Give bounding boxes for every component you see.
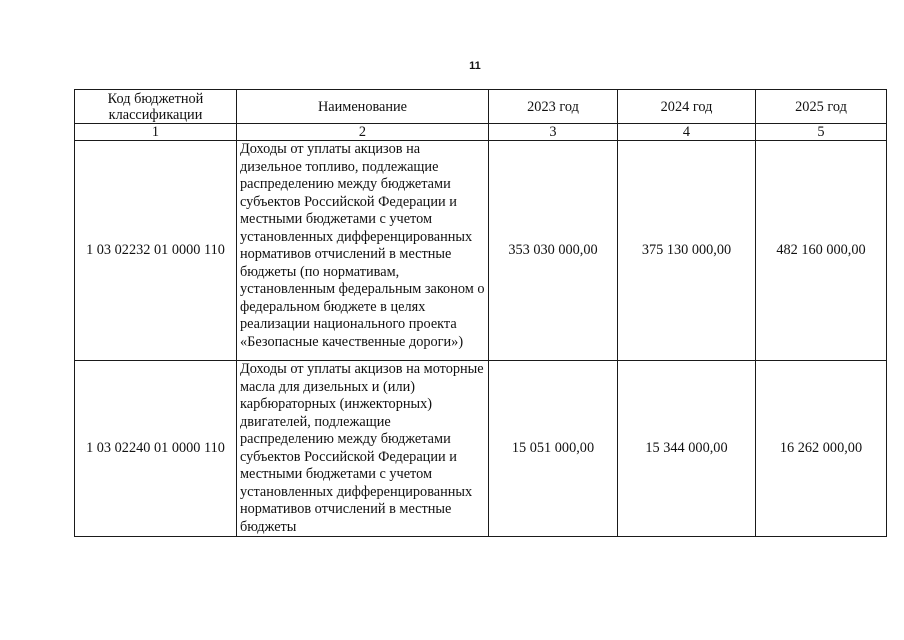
header-year-2024: 2024 год [618, 90, 756, 124]
column-number-2: 2 [237, 124, 489, 141]
column-number-1: 1 [75, 124, 237, 141]
header-budget-code: Код бюджетной классификации [75, 90, 237, 124]
header-year-2023: 2023 год [489, 90, 618, 124]
revenue-name-cell: Доходы от уплаты акцизов на дизельное топливо, подлежащие распределению между бюджетами субъектов Российской Федерации и местными бюджетами с учетом установленных дифференцированных нормативов отчислений в местные бюджеты (по нормативам, установленным федеральным законом о федеральном бюджете в целях реализации национального проекта «Безопасные качественные дороги») [237, 141, 489, 361]
table-row [75, 141, 887, 361]
budget-code-cell: 1 03 02240 01 0000 110 [75, 361, 237, 537]
table-row [75, 361, 887, 537]
amount-2025-cell: 482 160 000,00 [756, 141, 887, 361]
budget-revenue-table [74, 89, 887, 537]
budget-code-cell: 1 03 02232 01 0000 110 [75, 141, 237, 361]
column-number-3: 3 [489, 124, 618, 141]
amount-2023-cell: 15 051 000,00 [489, 361, 618, 537]
amount-2024-cell: 375 130 000,00 [618, 141, 756, 361]
header-year-2025: 2025 год [756, 90, 887, 124]
column-number-row [75, 124, 887, 141]
amount-2024-cell: 15 344 000,00 [618, 361, 756, 537]
column-number-4: 4 [618, 124, 756, 141]
amount-2023-cell: 353 030 000,00 [489, 141, 618, 361]
table-header-row [75, 90, 887, 124]
column-number-5: 5 [756, 124, 887, 141]
page-number: 11 [469, 60, 481, 72]
amount-2025-cell: 16 262 000,00 [756, 361, 887, 537]
header-name: Наименование [237, 90, 489, 124]
revenue-name-cell: Доходы от уплаты акцизов на моторные масла для дизельных и (или) карбюраторных (инжекторных) двигателей, подлежащие распределению между бюджетами субъектов Российской Федерации и местными бюджетами с учетом установленных дифференцированных нормативов отчислений в местные бюджеты [237, 361, 489, 537]
